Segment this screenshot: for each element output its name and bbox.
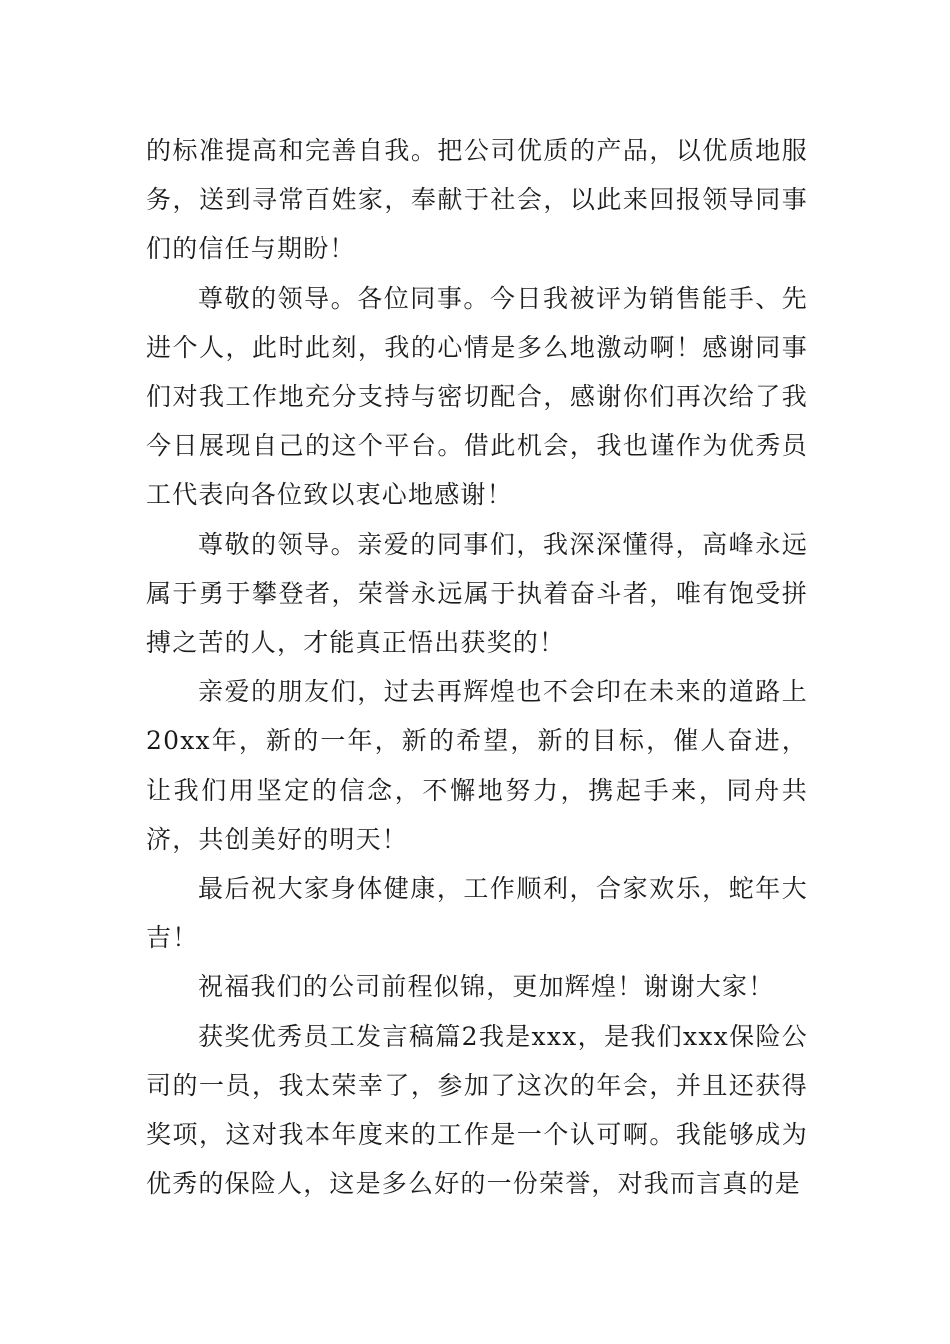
paragraph-4: 亲爱的朋友们，过去再辉煌也不会印在未来的道路上20xx年，新的一年，新的希望，新的目标，催人奋进，让我们用坚定的信念，不懈地努力，携起手来，同舟共济，共创美好的明天！ bbox=[146, 677, 808, 854]
paragraph-3: 尊敬的领导。亲爱的同事们，我深深懂得，高峰永远属于勇于攀登者，荣誉永远属于执着奋斗者，唯有饱受拼搏之苦的人，才能真正悟出获奖的！ bbox=[146, 529, 808, 658]
document-body bbox=[146, 126, 808, 1208]
paragraph-7: 获奖优秀员工发言稿篇2我是xxx，是我们xxx保险公司的一员，我太荣幸了，参加了这次的年会，并且还获得奖项，这对我本年度来的工作是一个认可啊。我能够成为优秀的保险人，这是多么好的一份荣誉，对我而言真的是 bbox=[146, 1021, 808, 1199]
paragraph-5: 最后祝大家身体健康，工作顺利，合家欢乐，蛇年大吉！ bbox=[146, 874, 808, 953]
paragraph-2: 尊敬的领导。各位同事。今日我被评为销售能手、先进个人，此时此刻，我的心情是多么地激动啊！感谢同事们对我工作地充分支持与密切配合，感谢你们再次给了我今日展现自己的这个平台。借此机会，我也谨作为优秀员工代表向各位致以衷心地感谢！ bbox=[146, 283, 808, 510]
paragraph-1: 的标准提高和完善自我。把公司优质的产品，以优质地服务，送到寻常百姓家，奉献于社会，以此来回报领导同事们的信任与期盼！ bbox=[146, 136, 808, 264]
paragraph-6: 祝福我们的公司前程似锦，更加辉煌！谢谢大家！ bbox=[198, 972, 775, 1002]
